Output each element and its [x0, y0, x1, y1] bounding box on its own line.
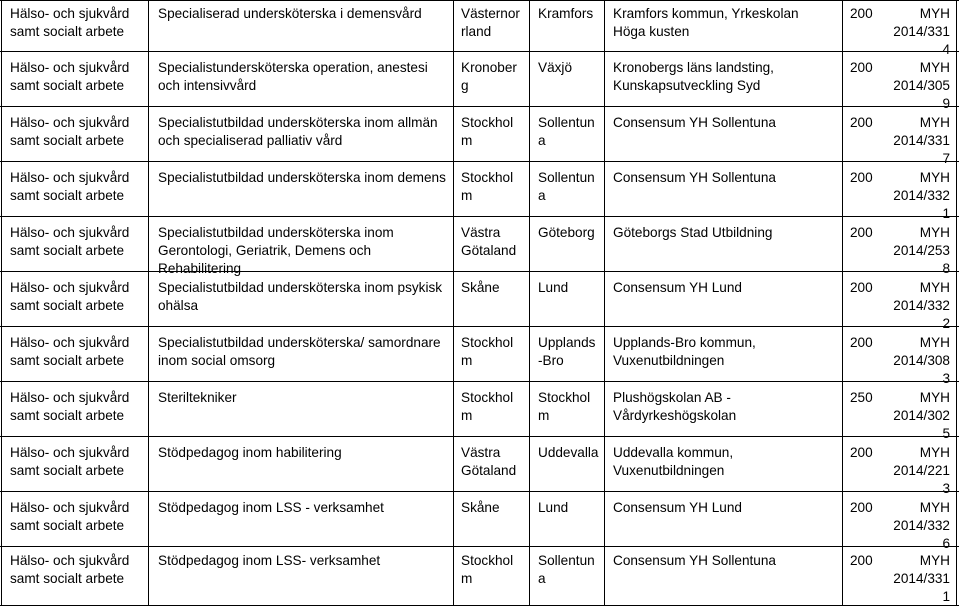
area-cell: Hälso- och sjukvård samt socialt arbete: [10, 335, 130, 368]
area-cell: Hälso- och sjukvård samt socialt arbete: [10, 500, 130, 533]
municipality-cell: Lund: [538, 280, 569, 295]
column-divider: [604, 0, 605, 606]
credits-cell: 200: [850, 6, 873, 21]
provider-cell: Kronobergs läns landsting, Kunskapsutveckling Syd: [613, 60, 774, 93]
area-cell: Hälso- och sjukvård samt socialt arbete: [10, 225, 130, 258]
program-title-cell: Specialistutbildad undersköterska/ samordnare inom social omsorg: [158, 335, 441, 368]
row-divider: [0, 381, 959, 382]
credits-cell: 200: [850, 170, 873, 185]
county-cell: Skåne: [461, 500, 500, 515]
municipality-cell: Växjö: [538, 60, 573, 75]
row-divider: [0, 436, 959, 437]
county-cell: Skåne: [461, 280, 500, 295]
registration-code-cell: MYH 2014/332 6: [893, 500, 950, 551]
registration-code-cell: MYH 2014/331 7: [893, 115, 950, 166]
county-cell: Kronober g: [461, 60, 517, 93]
provider-cell: Plushögskolan AB - Vårdyrkeshögskolan: [613, 390, 737, 423]
county-cell: Stockhol m: [461, 335, 514, 368]
table-border: [0, 0, 959, 1]
credits-cell: 200: [850, 500, 873, 515]
municipality-cell: Sollentun a: [538, 115, 595, 148]
municipality-cell: Sollentun a: [538, 553, 595, 586]
program-title-cell: Stödpedagog inom LSS- verksamhet: [158, 553, 381, 568]
registration-code-cell: MYH 2014/305 9: [893, 60, 950, 111]
row-divider: [0, 106, 959, 107]
area-cell: Hälso- och sjukvård samt socialt arbete: [10, 553, 130, 586]
row-divider: [0, 326, 959, 327]
municipality-cell: Upplands -Bro: [538, 335, 596, 368]
credits-cell: 200: [850, 115, 873, 130]
municipality-cell: Uddevalla: [538, 445, 599, 460]
row-divider: [0, 216, 959, 217]
county-cell: Stockhol m: [461, 115, 514, 148]
area-cell: Hälso- och sjukvård samt socialt arbete: [10, 115, 130, 148]
program-title-cell: Specialistundersköterska operation, anestesi och intensivvård: [158, 60, 428, 93]
area-cell: Hälso- och sjukvård samt socialt arbete: [10, 60, 130, 93]
municipality-cell: Kramfors: [538, 6, 594, 21]
registration-code-cell: MYH 2014/221 3: [893, 445, 950, 496]
table-border: [1, 0, 2, 606]
column-divider: [453, 0, 454, 606]
row-divider: [0, 51, 959, 52]
credits-cell: 200: [850, 280, 873, 295]
program-title-cell: Specialistutbildad undersköterska inom allmän och specialiserad palliativ vård: [158, 115, 438, 148]
municipality-cell: Lund: [538, 500, 569, 515]
county-cell: Stockhol m: [461, 170, 514, 203]
column-divider: [529, 0, 530, 606]
column-divider: [148, 0, 149, 606]
registration-code-cell: MYH 2014/331 1: [893, 553, 950, 604]
municipality-cell: Stockhol m: [538, 390, 591, 423]
registration-code-cell: MYH 2014/253 8: [893, 225, 950, 276]
county-cell: Stockhol m: [461, 553, 514, 586]
provider-cell: Consensum YH Sollentuna: [613, 170, 776, 185]
credits-cell: 200: [850, 225, 873, 240]
area-cell: Hälso- och sjukvård samt socialt arbete: [10, 445, 130, 478]
provider-cell: Göteborgs Stad Utbildning: [613, 225, 773, 240]
registration-code-cell: MYH 2014/331 4: [893, 6, 950, 57]
municipality-cell: Göteborg: [538, 225, 595, 240]
registration-code-cell: MYH 2014/332 2: [893, 280, 950, 331]
table-border: [956, 0, 957, 606]
provider-cell: Upplands-Bro kommun, Vuxenutbildningen: [613, 335, 756, 368]
credits-cell: 200: [850, 553, 873, 568]
municipality-cell: Sollentun a: [538, 170, 595, 203]
area-cell: Hälso- och sjukvård samt socialt arbete: [10, 390, 130, 423]
registration-code-cell: MYH 2014/332 1: [893, 170, 950, 221]
county-cell: Västra Götaland: [461, 225, 517, 258]
provider-cell: Consensum YH Lund: [613, 280, 742, 295]
area-cell: Hälso- och sjukvård samt socialt arbete: [10, 6, 130, 39]
credits-cell: 200: [850, 60, 873, 75]
area-cell: Hälso- och sjukvård samt socialt arbete: [10, 170, 130, 203]
registration-code-cell: MYH 2014/302 5: [893, 390, 950, 441]
provider-cell: Consensum YH Sollentuna: [613, 553, 776, 568]
provider-cell: Kramfors kommun, Yrkeskolan Höga kusten: [613, 6, 799, 39]
credits-cell: 200: [850, 445, 873, 460]
program-title-cell: Specialistutbildad undersköterska inom Gerontologi, Geriatrik, Demens och Rehabilitering: [158, 225, 394, 276]
row-divider: [0, 271, 959, 272]
county-cell: Västra Götaland: [461, 445, 517, 478]
program-title-cell: Specialistutbildad undersköterska inom psykisk ohälsa: [158, 280, 443, 313]
registration-code-cell: MYH 2014/308 3: [893, 335, 950, 386]
credits-cell: 200: [850, 335, 873, 350]
row-divider: [0, 491, 959, 492]
program-title-cell: Steriltekniker: [158, 390, 237, 405]
column-divider: [842, 0, 843, 606]
county-cell: Västernor rland: [461, 6, 520, 39]
provider-cell: Consensum YH Lund: [613, 500, 742, 515]
area-cell: Hälso- och sjukvård samt socialt arbete: [10, 280, 130, 313]
program-title-cell: Specialiserad undersköterska i demensvård: [158, 6, 422, 21]
provider-cell: Consensum YH Sollentuna: [613, 115, 776, 130]
credits-cell: 250: [850, 390, 873, 405]
row-divider: [0, 161, 959, 162]
county-cell: Stockhol m: [461, 390, 514, 423]
row-divider: [0, 546, 959, 547]
provider-cell: Uddevalla kommun, Vuxenutbildningen: [613, 445, 734, 478]
program-title-cell: Stödpedagog inom LSS - verksamhet: [158, 500, 384, 515]
program-title-cell: Stödpedagog inom habilitering: [158, 445, 342, 460]
program-title-cell: Specialistutbildad undersköterska inom demens: [158, 170, 446, 185]
